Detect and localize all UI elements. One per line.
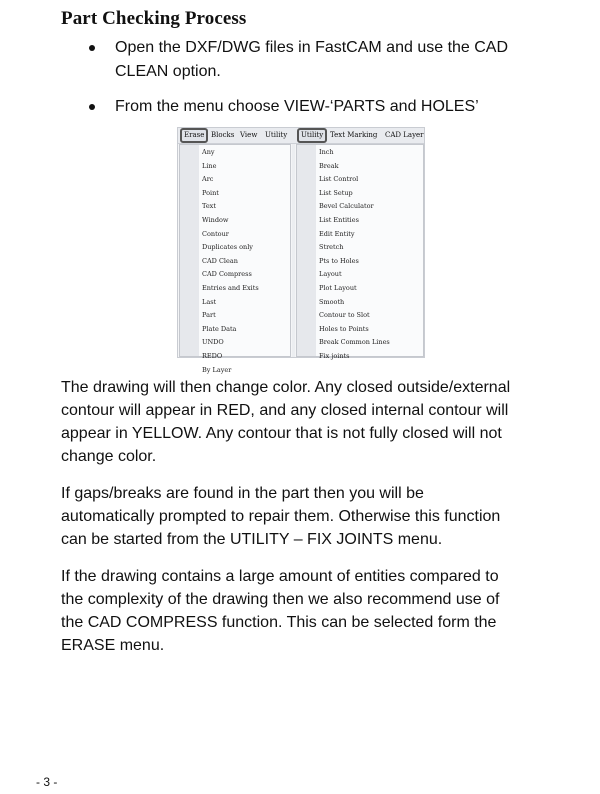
utility-menu-item[interactable]: Contour to Slot	[319, 311, 370, 320]
utility-menu-item[interactable]: Holes to Points	[319, 324, 369, 333]
erase-menu-item[interactable]: UNDO	[202, 338, 224, 347]
paragraph-line: contour will appear in RED, and any closed internal contour will	[61, 402, 509, 419]
bullet-item	[0, 95, 600, 119]
paragraph-line: ERASE menu.	[61, 637, 165, 654]
menu-text-marking[interactable]: Text Marking	[330, 131, 378, 139]
paragraph-line: the complexity of the drawing then we also recommend use of	[61, 591, 500, 608]
paragraph-compress	[61, 565, 541, 657]
utility-menu-item[interactable]: List Entities	[319, 215, 359, 224]
utility-menu-item[interactable]: Inch	[319, 148, 334, 156]
utility-menu-item[interactable]: Stretch	[319, 243, 344, 252]
menu-cad-layer[interactable]: CAD Layer	[385, 131, 424, 139]
utility-menu-item[interactable]: Bevel Calculator	[319, 202, 374, 211]
utility-menu-item[interactable]: List Setup	[319, 188, 353, 197]
menu-icon-gutter	[297, 145, 316, 356]
menu-blocks[interactable]: Blocks	[211, 131, 235, 139]
utility-menu-item[interactable]: Layout	[319, 270, 342, 279]
menu-utility[interactable]: Utility	[297, 128, 327, 143]
menu-screenshot	[177, 127, 425, 374]
paragraph-line: can be started from the UTILITY – FIX JOINTS menu.	[61, 531, 443, 548]
erase-menu-item[interactable]: Any	[202, 148, 215, 156]
erase-menu-item[interactable]: Duplicates only	[202, 243, 253, 252]
menu-view[interactable]: View	[240, 131, 258, 139]
paragraph-line: If gaps/breaks are found in the part then you will be	[61, 485, 424, 502]
menu-erase[interactable]: Erase	[180, 128, 208, 143]
erase-menu-item[interactable]: CAD Compress	[202, 270, 252, 279]
paragraph-line: appear in YELLOW. Any contour that is not fully closed will not	[61, 425, 502, 442]
utility-menu-item[interactable]: Break Common Lines	[319, 338, 390, 347]
erase-menu-item[interactable]: By Layer	[202, 365, 232, 374]
erase-menu-item[interactable]: Last	[202, 297, 217, 306]
paragraph-line: If the drawing contains a large amount of entities compared to	[61, 568, 499, 585]
utility-menu	[296, 144, 424, 360]
utility-menu-item[interactable]: List Control	[319, 175, 359, 184]
page-number: - 3 -	[36, 775, 58, 789]
menu-bar	[178, 128, 424, 144]
paragraph-line: the CAD COMPRESS function. This can be selected form the	[61, 614, 497, 631]
bullet-list	[0, 36, 600, 119]
paragraph-line: The drawing will then change color. Any closed outside/external	[61, 379, 511, 396]
erase-menu	[179, 144, 291, 374]
bullet-text-line: CLEAN option.	[115, 63, 221, 80]
utility-menu-item[interactable]: Edit Entity	[319, 229, 355, 238]
erase-menu-item[interactable]: Arc	[202, 175, 214, 184]
paragraph-line: automatically prompted to repair them. Otherwise this function	[61, 508, 501, 525]
erase-menu-item[interactable]: Contour	[202, 229, 229, 238]
erase-menu-item[interactable]: Point	[202, 188, 219, 197]
erase-menu-item[interactable]: CAD Clean	[202, 256, 238, 265]
paragraph-color-change	[61, 376, 541, 468]
bullet-text-line: Open the DXF/DWG files in FastCAM and use the CAD	[115, 39, 509, 56]
utility-menu-item[interactable]: Pts to Holes	[319, 256, 359, 265]
bullet-dot-icon	[89, 45, 95, 51]
paragraph-line: change color.	[61, 448, 157, 465]
erase-menu-item[interactable]: Window	[202, 215, 229, 224]
section-heading: Part Checking Process	[61, 8, 247, 29]
erase-menu-item[interactable]: REDO	[202, 351, 223, 360]
utility-menu-item[interactable]: Fix joints	[319, 351, 350, 360]
bullet-text-line: From the menu choose VIEW-‘PARTS and HOLES’	[115, 98, 479, 115]
erase-menu-item[interactable]: Line	[202, 161, 217, 170]
utility-menu-item[interactable]: Smooth	[319, 297, 345, 306]
utility-menu-item[interactable]: Break	[319, 161, 339, 170]
paragraph-gaps	[61, 482, 541, 551]
erase-menu-item[interactable]: Entries and Exits	[202, 283, 259, 292]
bullet-item	[0, 36, 600, 84]
menu-separator	[292, 144, 295, 357]
erase-menu-item[interactable]: Text	[202, 202, 216, 211]
bullet-dot-icon	[89, 104, 95, 110]
utility-menu-item[interactable]: Plot Layout	[319, 283, 357, 292]
erase-menu-item[interactable]: Plate Data	[202, 324, 237, 333]
menu-utility-left[interactable]: Utility	[265, 131, 288, 139]
erase-menu-item[interactable]: Part	[202, 311, 216, 320]
menu-icon-gutter	[180, 145, 199, 356]
